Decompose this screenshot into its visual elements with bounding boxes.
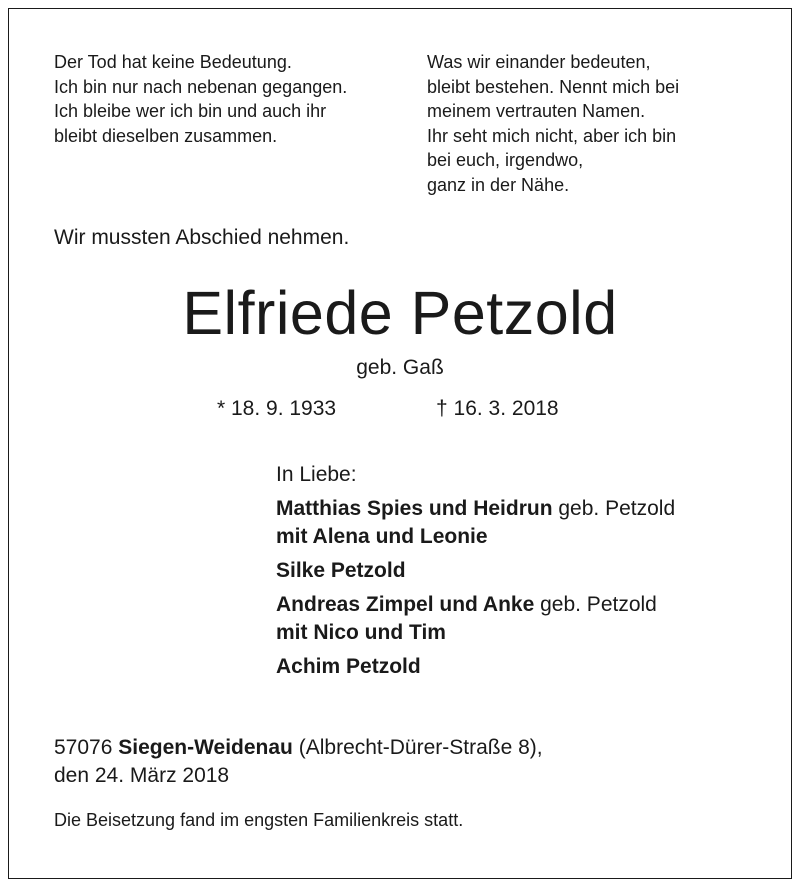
address-block — [54, 734, 543, 790]
street: (Albrecht-Dürer-Straße 8), — [292, 736, 543, 759]
city: Siegen-Weidenau — [118, 736, 293, 759]
deceased-name: Elfriede Petzold — [182, 279, 618, 347]
poem-line: Ihr seht mich nicht, aber ich bin — [427, 125, 677, 146]
mourners-list — [276, 461, 675, 681]
intro-text: Wir mussten Abschied nehmen. — [54, 226, 350, 249]
poem-left — [54, 50, 347, 148]
poem-line: ganz in der Nähe. — [427, 174, 570, 195]
poem-line: Ich bin nur nach nebenan gegangen. — [54, 76, 348, 97]
mourner-name: mit Alena und Leonie — [276, 525, 488, 548]
mourner-entry — [276, 591, 675, 619]
poem-line: meinem vertrauten Namen. — [427, 101, 646, 121]
mourner-entry — [276, 495, 675, 523]
poem-right — [427, 50, 679, 197]
address-date: den 24. März 2018 — [54, 764, 230, 787]
maiden-name: geb. Gaß — [356, 356, 444, 379]
poem-line: bleibt bestehen. Nennt mich bei — [427, 76, 680, 97]
mourner-note: geb. Petzold — [552, 497, 676, 520]
zip-code: 57076 — [54, 736, 119, 759]
poem-line: bei euch, irgendwo, — [427, 150, 584, 170]
mourners-heading: In Liebe: — [276, 463, 357, 486]
mourner-entry — [276, 557, 675, 585]
poem-line: Der Tod hat keine Bedeutung. — [54, 52, 292, 72]
mourner-note: geb. Petzold — [534, 593, 657, 616]
mourner-name: Silke Petzold — [276, 559, 406, 582]
mourner-name: Andreas Zimpel und Anke — [276, 593, 535, 616]
death-date: † 16. 3. 2018 — [436, 397, 559, 420]
mourner-entry — [276, 653, 675, 681]
mourner-name: Achim Petzold — [276, 655, 421, 678]
birth-date: * 18. 9. 1933 — [217, 397, 337, 420]
mourner-name: Matthias Spies und Heidrun — [276, 497, 553, 520]
poem-line: Was wir einander bedeuten, — [427, 52, 651, 72]
mourner-children — [276, 619, 675, 647]
mourner-children — [276, 523, 675, 551]
poem-line: Ich bleibe wer ich bin und auch ihr — [54, 101, 327, 121]
mourner-name: mit Nico und Tim — [276, 621, 446, 644]
address-line — [54, 734, 543, 762]
poem-line: bleibt dieselben zusammen. — [54, 125, 278, 146]
funeral-notice: Die Beisetzung fand im engsten Familienkreis statt. — [54, 810, 464, 830]
